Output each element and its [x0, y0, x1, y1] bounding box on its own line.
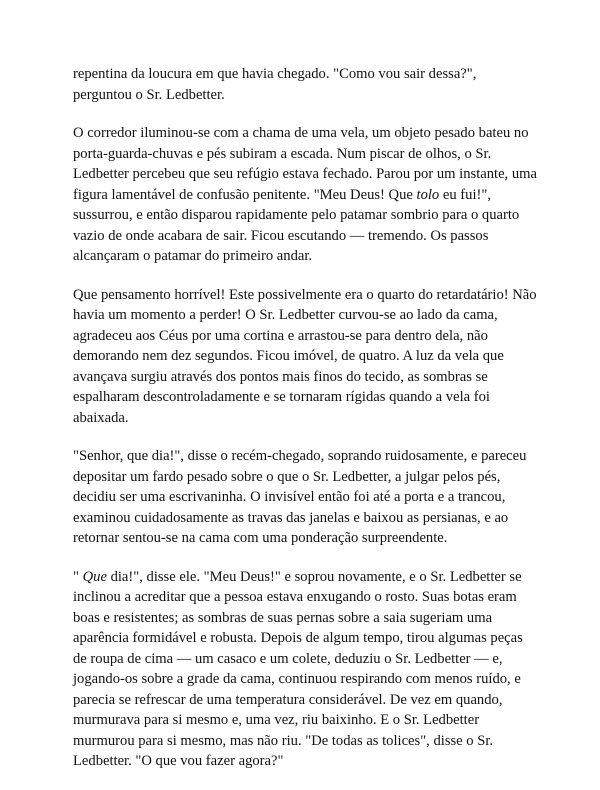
paragraph — [73, 567, 537, 772]
paragraph-text: repentina da loucura em que havia chegado. "Como vou sair dessa?", perguntou o Sr. Ledbetter. — [73, 66, 477, 103]
paragraph-text: " — [73, 568, 83, 585]
paragraph-text: dia!", disse ele. "Meu Deus!" e soprou novamente, e o Sr. Ledbetter se inclinou a acreditar que a pessoa estava enxugando o rosto. Suas botas eram boas e resistentes; as sombras de suas pernas sobre a saia sugeriam uma aparência formidável e robusta. Depois de algum tempo, tirou algumas peças de roupa de cima — um casaco e um colete, deduziu o Sr. Ledbetter — e, jogando-os sobre a grade da cama, continuou respirando com menos ruído, e parecia se refrescar de uma temperatura considerável. De vez em quando, murmurava para si mesmo e, uma vez, riu baixinho. E o Sr. Ledbetter murmurou para si mesmo, mas não riu. "De todas as tolices", disse o Sr. Ledbetter. "O que vou fazer agora?" — [73, 568, 523, 769]
italic-text: tolo — [416, 186, 440, 203]
italic-text: Que — [82, 568, 107, 585]
document-page — [73, 64, 537, 790]
paragraph — [73, 123, 537, 267]
paragraph — [73, 285, 537, 429]
paragraph — [73, 446, 537, 549]
paragraph-text: eu fui!", sussurrou, e então disparou rapidamente pelo patamar sombrio para o quarto vazio de onde acabara de sair. Ficou escutando — tremendo. Os passos alcançaram o patamar do primeiro andar. — [73, 186, 520, 264]
paragraph — [73, 64, 537, 105]
paragraph-text: O corredor iluminou-se com a chama de uma vela, um objeto pesado bateu no porta-guarda-chuvas e pés subiram a escada. Num piscar de olhos, o Sr. Ledbetter percebeu que seu refúgio estava fechado. Parou por um instante, uma figura lamentável de confusão penitente. "Meu Deus! Que — [73, 125, 537, 203]
paragraph-text: "Senhor, que dia!", disse o recém-chegado, soprando ruidosamente, e pareceu depositar um fardo pesado sobre o que o Sr. Ledbetter, a julgar pelos pés, decidiu ser uma escrivaninha. O invisível então foi até a porta e a trancou, examinou cuidadosamente as travas das janelas e baixou as persianas, e ao retornar sentou-se na cama com uma ponderação surpreendente. — [73, 448, 527, 546]
paragraph-text: Que pensamento horrível! Este possivelmente era o quarto do retardatário! Não havia um momento a perder! O Sr. Ledbetter curvou-se ao lado da cama, agradeceu aos Céus por uma cortina e arrastou-se para dentro dela, não demorando nem dez segundos. Ficou imóvel, de quatro. A luz da vela que avançava surgiu através dos pontos mais finos do tecido, as sombras se espalharam descontroladamente e se tornaram rígidas quando a vela foi abaixada. — [73, 286, 537, 426]
